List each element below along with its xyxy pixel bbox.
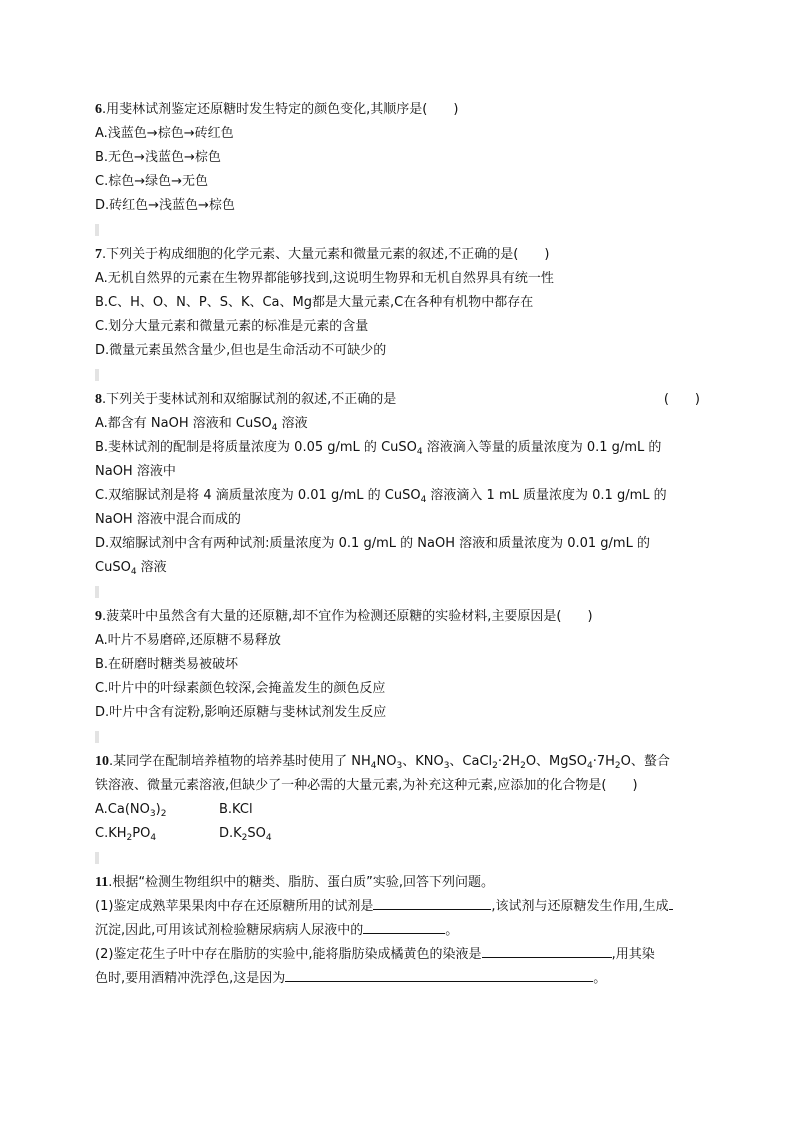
option-a: $A.Ca(NO_3)_2$ <box>95 802 167 819</box>
option-d: $D.K_2SO_4$ <box>219 826 272 843</box>
option-a: A.浅蓝色→棕色→砖红色 <box>95 126 234 141</box>
question-number: 8 <box>95 392 102 407</box>
option-d: D.微量元素虽然含量少,但也是生命活动不可缺少的 <box>95 343 387 358</box>
option-a: A.叶片不易磨碎,还原糖不易释放 <box>95 633 281 648</box>
option-d: D.双缩脲试剂中含有两种试剂:质量浓度为 0.1 g/mL 的 NaOH 溶液和质量浓度为 0.01 g/mL 的 <box>95 536 650 551</box>
question-11 <box>95 871 700 991</box>
question-stem <box>95 605 700 629</box>
question-list <box>95 98 700 991</box>
option-a: A.都含有 NaOH 溶液和 CuSO$_4$ 溶液 <box>95 416 308 433</box>
option-c: C.叶片中的叶绿素颜色较深,会掩盖发生的颜色反应 <box>95 681 386 696</box>
answer-blank-reason[interactable] <box>285 967 593 982</box>
option-a: A.无机自然界的元素在生物界都能够找到,这说明生物界和无机自然界具有统一性 <box>95 271 554 286</box>
part-2: (2)鉴定花生子叶中存在脂肪的实验中,能将脂肪染成橘黄色的染液是 ,用其染 <box>95 943 700 967</box>
option-row-cd <box>95 822 700 846</box>
question-stem <box>95 243 700 267</box>
question-number: 7 <box>95 247 102 262</box>
option-b-cont: NaOH 溶液中 <box>95 464 176 479</box>
stem-text: .用斐林试剂鉴定还原糖时发生特定的颜色变化,其顺序是( ) <box>102 102 459 117</box>
question-10 <box>95 750 700 846</box>
option-d-cont: CuSO$_4$ 溶液 <box>95 560 167 577</box>
question-stem <box>95 871 700 895</box>
question-stem <box>95 388 700 412</box>
option-c-cont: NaOH 溶液中混合而成的 <box>95 512 241 527</box>
answer-blank-color[interactable] <box>669 895 673 910</box>
part-1-cont: 沉淀,因此,可用该试剂检验糖尿病病人尿液中的 。 <box>95 919 700 943</box>
option-row-ab <box>95 798 700 822</box>
option-b: B.C、H、O、N、P、S、K、Ca、Mg都是大量元素,C在各种有机物中都存在 <box>95 295 534 310</box>
separator-mark <box>95 586 99 598</box>
option-b: B.斐林试剂的配制是将质量浓度为 0.05 g/mL 的 CuSO$_4$ 溶液滴入等量的质量浓度为 0.1 g/mL 的 <box>95 440 662 457</box>
part-1: (1)鉴定成熟苹果果肉中存在还原糖所用的试剂是 ,该试剂与还原糖发生作用,生成 <box>95 895 700 919</box>
question-number: 11 <box>95 875 109 890</box>
option-b: B.KCl <box>219 802 253 817</box>
question-number: 9 <box>95 609 102 624</box>
stem-text: .根据“检测生物组织中的糖类、脂肪、蛋白质”实验,回答下列问题。 <box>108 875 494 890</box>
option-c: $C.KH_2PO_4$ <box>95 826 157 843</box>
question-stem <box>95 98 700 122</box>
question-number: 10 <box>95 754 109 769</box>
answer-blank-stain[interactable] <box>482 943 612 958</box>
separator-mark <box>95 731 99 743</box>
question-6 <box>95 98 700 218</box>
separator-mark <box>95 369 99 381</box>
question-7 <box>95 243 700 363</box>
answer-blank-reagent[interactable] <box>373 895 491 910</box>
option-d: D.砖红色→浅蓝色→棕色 <box>95 198 235 213</box>
answer-paren: ( ) <box>663 392 700 407</box>
separator-mark <box>95 852 99 864</box>
option-c: C.棕色→绿色→无色 <box>95 174 208 189</box>
part-2-cont: 色时,要用酒精冲洗浮色,这是因为 。 <box>95 967 700 991</box>
option-c: C.双缩脲试剂是将 4 滴质量浓度为 0.01 g/mL 的 CuSO$_4$ 溶液滴入 1 mL 质量浓度为 0.1 g/mL 的 <box>95 488 667 505</box>
question-stem-cont: 铁溶液、微量元素溶液,但缺少了一种必需的大量元素,为补充这种元素,应添加的化合物是( ) <box>95 778 638 793</box>
stem-text: .下列关于斐林试剂和双缩脲试剂的叙述,不正确的是 <box>102 392 397 407</box>
option-b: B.无色→浅蓝色→棕色 <box>95 150 221 165</box>
separator-mark <box>95 224 99 236</box>
stem-text: .菠菜叶中虽然含有大量的还原糖,却不宜作为检测还原糖的实验材料,主要原因是( ) <box>102 609 593 624</box>
question-9 <box>95 605 700 725</box>
option-c: C.划分大量元素和微量元素的标准是元素的含量 <box>95 319 369 334</box>
option-d: D.叶片中含有淀粉,影响还原糖与斐林试剂发生反应 <box>95 705 387 720</box>
question-8 <box>95 388 700 580</box>
answer-blank-urine[interactable] <box>363 919 445 934</box>
stem-text: .下列关于构成细胞的化学元素、大量元素和微量元素的叙述,不正确的是( ) <box>102 247 550 262</box>
option-b: B.在研磨时糖类易被破坏 <box>95 657 239 672</box>
question-stem: 10.某同学在配制培养植物的培养基时使用了 $NH_4NO_3$、$KNO_3$、$CaCl_2\cdot 2H_2O$、$MgSO_4\cdot 7H_2O$、螯合 <box>95 754 670 771</box>
question-number: 6 <box>95 102 102 117</box>
